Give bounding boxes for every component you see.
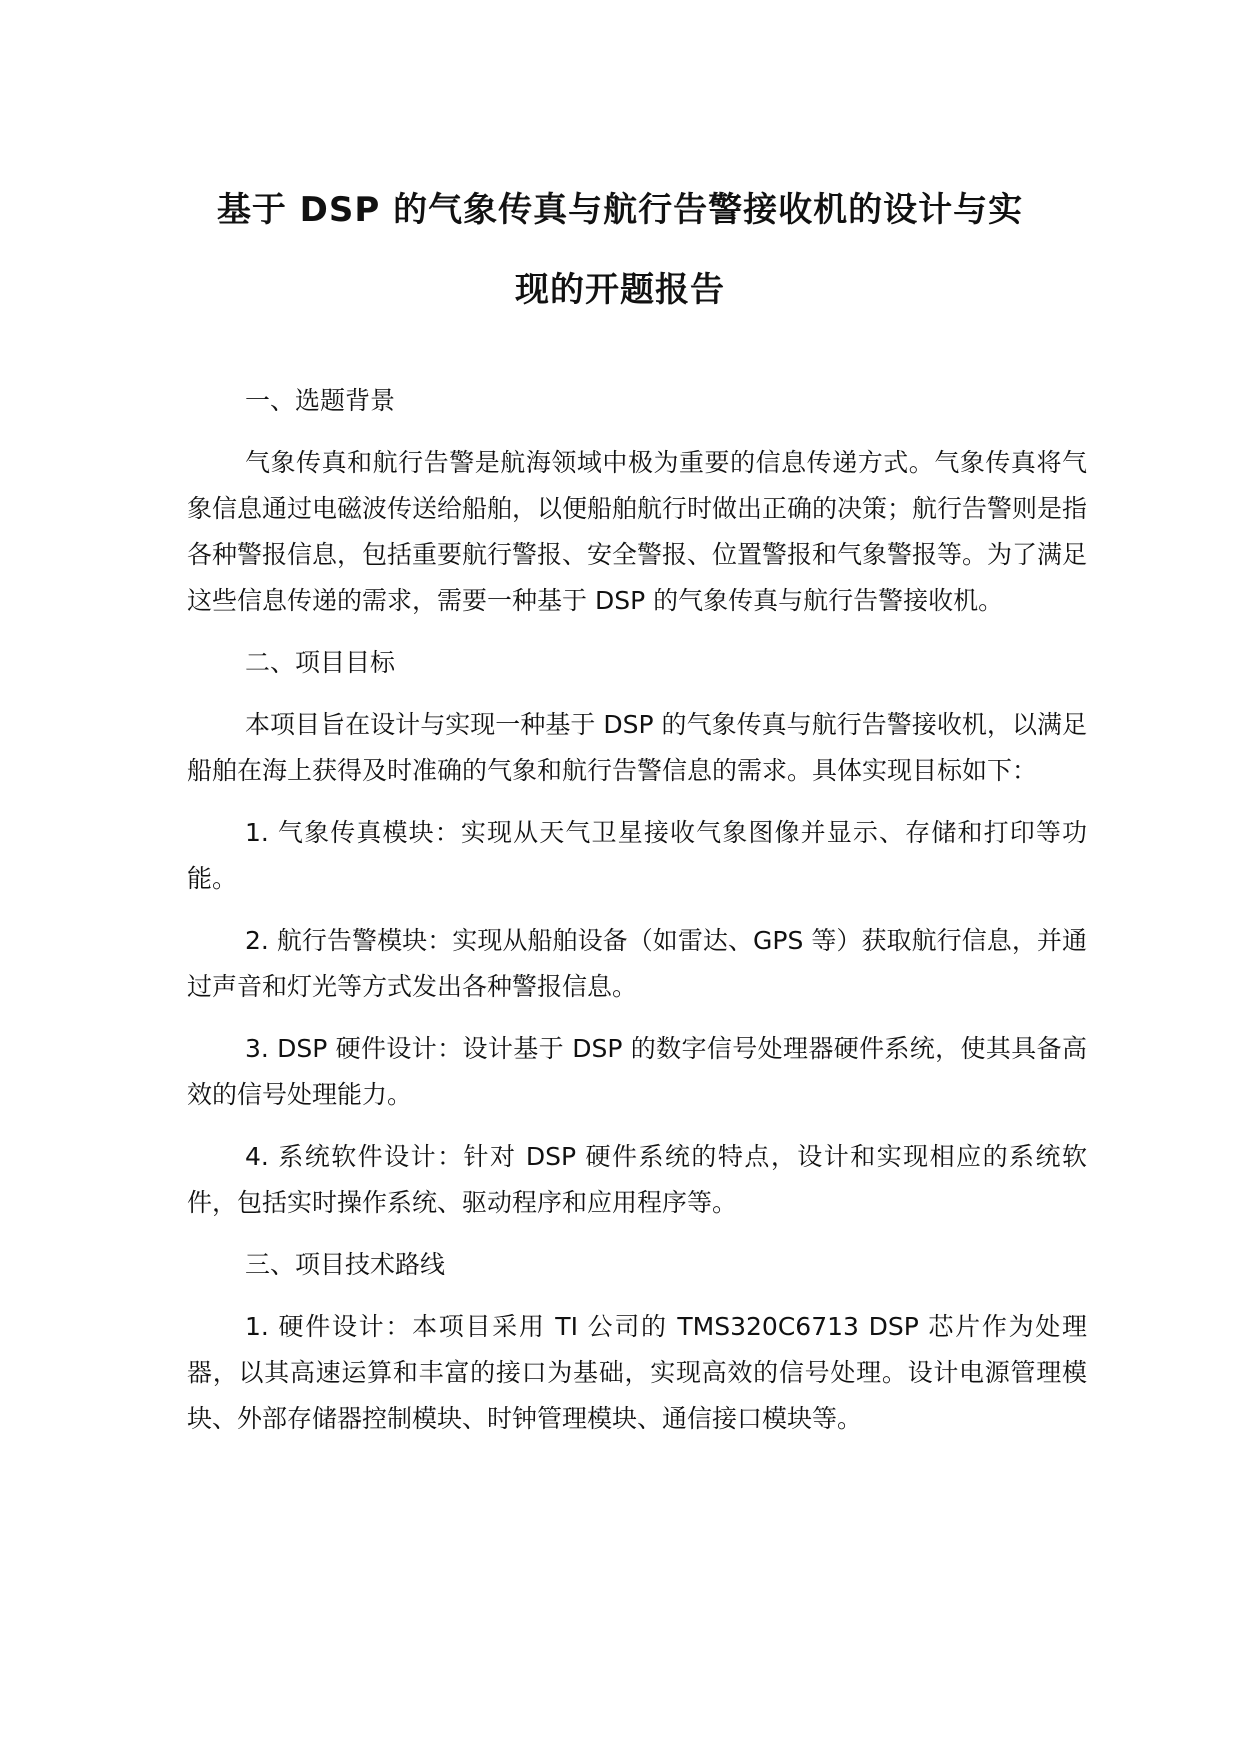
section-heading-background: 一、选题背景 [245,386,396,415]
paragraph-route-1: 1. 硬件设计：本项目采用 TI 公司的 TMS320C6713 DSP 芯片作为处理器，以其高速运算和丰富的接口为基础，实现高效的信号处理。设计电源管理模块、外部存储器控制模块、时钟管理模块、通信接口模块等。 [187,1312,1087,1433]
paragraph-goal-1: 1. 气象传真模块：实现从天气卫星接收气象图像并显示、存储和打印等功能。 [187,818,1087,893]
section-heading-technical-route: 三、项目技术路线 [245,1250,446,1279]
paragraph-goal-3: 3. DSP 硬件设计：设计基于 DSP 的数字信号处理器硬件系统，使其具备高效的信号处理能力。 [187,1034,1087,1109]
section-heading-goals: 二、项目目标 [245,648,396,677]
paragraph-goals-intro: 本项目旨在设计与实现一种基于 DSP 的气象传真与航行告警接收机，以满足船舶在海上获得及时准确的气象和航行告警信息的需求。具体实现目标如下： [187,710,1087,785]
paragraph-background: 气象传真和航行告警是航海领域中极为重要的信息传递方式。气象传真将气象信息通过电磁波传送给船舶，以便船舶航行时做出正确的决策；航行告警则是指各种警报信息，包括重要航行警报、安全警报、位置警报和气象警报等。为了满足这些信息传递的需求，需要一种基于 DSP 的气象传真与航行告警接收机。 [187,448,1088,615]
paragraph-goal-4: 4. 系统软件设计：针对 DSP 硬件系统的特点，设计和实现相应的系统软件，包括实时操作系统、驱动程序和应用程序等。 [187,1142,1087,1217]
document-title-line1: 基于 DSP 的气象传真与航行告警接收机的设计与实 [216,190,1024,230]
document-title-line2: 现的开题报告 [515,270,725,310]
paragraph-goal-2: 2. 航行告警模块：实现从船舶设备（如雷达、GPS 等）获取航行信息，并通过声音和灯光等方式发出各种警报信息。 [187,926,1087,1001]
document-body [187,378,1087,1442]
